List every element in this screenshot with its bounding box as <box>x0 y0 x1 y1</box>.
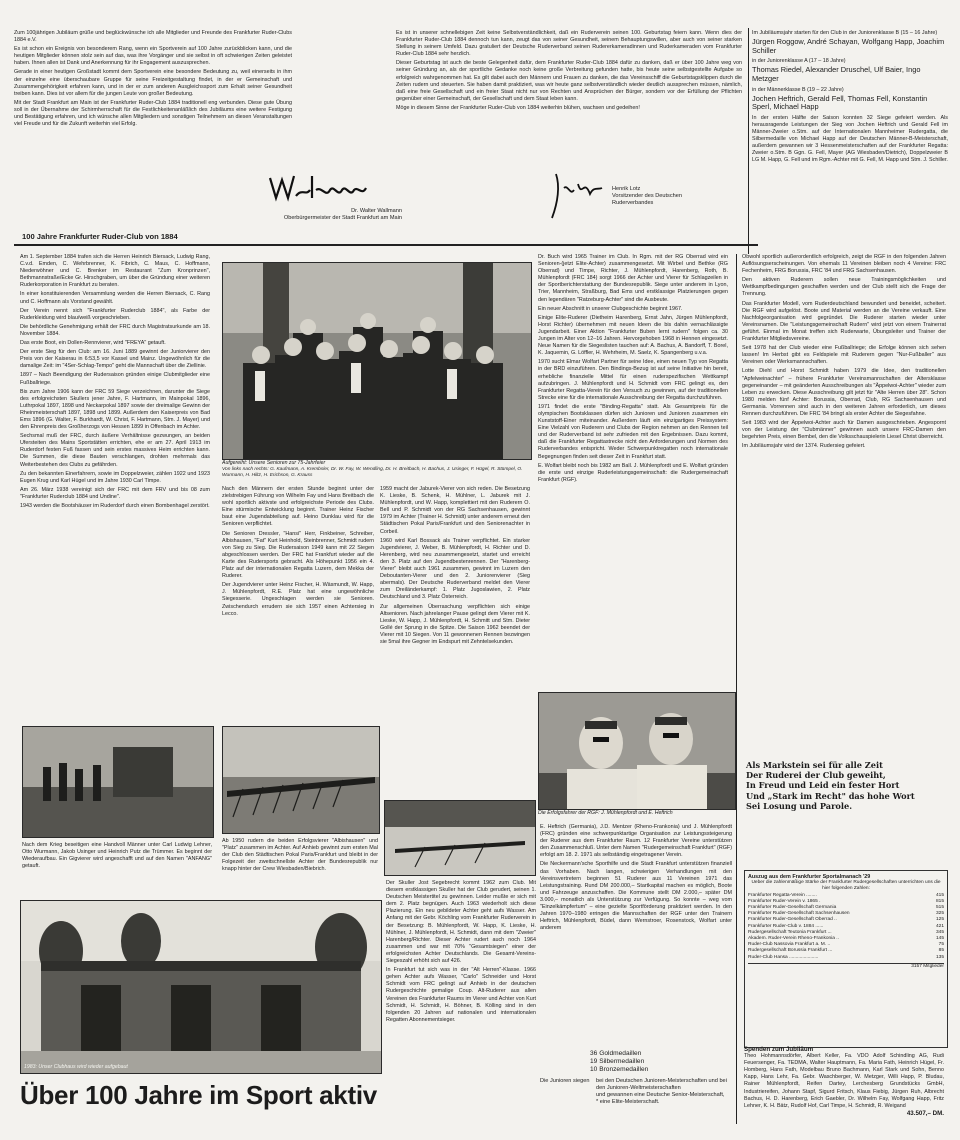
club-name: Frankfurter Regatta-Verein ........ <box>748 892 817 898</box>
rebuild-photo <box>22 726 214 838</box>
medal-row <box>590 1050 730 1058</box>
federation-paragraph: Möge in diesem Sinne der Frankfurter Ruder-Club von 1884 weiterhin blühen, wachsen und gedeihen! <box>396 104 640 111</box>
mayor-paragraph: Gerade in einer heutigen Großstadt kommt dem Sportverein eine besondere Bedeutung zu, weil einerseits in ihm der einzelne eine überschaubare Gruppe für seine Freizeitgestaltung findet, in der er Gemeinschaft und Zusammengehörigkeit erfahren kann, und in der er zum anderen Ausgleichssport zum Erhalt seiner Gesundheit treiben kann. Dies ist vor allem für die jungen Leute von großer Bedeutung. <box>14 69 292 97</box>
history-paragraph: Die Neckermann'sche Sporthilfe und die Stadt Frankfurt unterstützen finanziell das Vorhaben. Nach langen, schwierigen Verhandlungen mit den Vereinsvertretern beginnen 51 Ruderer aus 11 Vereinen 1971 das Leistungstraining. Rund DM 200.000,– Startkapital machen es möglich, Boote und Fahrzeuge anzuschaffen. Die Kommune stellt DM 2.000,– später DM 3.000,– monatlich als Unterstützung zur Verfügung. So konnte – weg vom "Einzelkämpfertum" – eine gezielte Sportförderung praktiziert werden. In den Jahren 1970–1980 erringen die Mannschaften der RGF unter den Trainern Heftrich, Mühlenpfordt, Büdel, dann Wernstroer, Rosenstock, Wolfart unter anderem <box>540 861 732 932</box>
club-name: Rudergesellschaft Borussia Frankfurt ... <box>748 948 833 954</box>
history-right-column <box>538 254 728 686</box>
history-paragraph: 1960 wird Karl Bossack als Trainer verpflichtet. Ein starker Jugendvierer, J. Weber, B. Mühlenpfordt, H. Richter und D. Herenberg, wird neu zusammengesetzt, startet und erreicht den 3. Platz auf den Jugendbestenrennen. Der "Harenberg-Vierer" bleibt auch 1961 zusammen, gewinnt im Luzern den Deboutanten-Vierer und den 2. Juniorenvierer (Sieg abermals). Der Deutsche Ruderverband meldet den Vierer zum Dreiländerkampf: 1. Platz Jugoslawien, 2. Platz Deutschland und 3. Platz Österreich. <box>380 537 530 601</box>
boathouse-photo <box>20 900 382 1074</box>
history-paragraph: Nach den Männern der ersten Stunde beginnt unter der zielstrebigen Führung von Wilhelm Fay und Hans Breitbach die wohl sportlich aktivste und erfolgreichste Periode des Clubs. Eine stürmische Entwicklung beginnt. Trainer Heinz Fischer baut eine Jugendabteilung auf. Heino Dunklau wird für die Senioren verpflichtet. <box>222 486 374 528</box>
section-rule <box>14 244 758 246</box>
history-paragraph: Zu den bekannten Einerfahrern, sowie im Doppelzweier, zählen 1922 und 1923 Eugen Krug und Karl Hügel und im Jahre 1930 Carl Timpe. <box>20 470 210 484</box>
member-count: 815 <box>935 898 944 904</box>
history-far-right-column <box>742 254 946 754</box>
history-bottom-mid <box>386 880 536 1130</box>
jubilee-starters <box>752 30 948 256</box>
medal-label: Bronzemedaillen <box>599 1066 649 1073</box>
wallmann-signature <box>266 168 386 208</box>
donations-list: Theo Hohmannsdörfer, Albert Keller, Fa. VDO Adolf Schindling AG, Rudi Feuersenger, Fa. TEDMA, Walter Hauptmann, Fa. Maria Fath, Heinrich Hügel, Fr. Homberg, Hans Fath, Modelbau Bruno Bachmann, Karl Stark und Sohn, Benno Kapp, Hans Lehr, Fa. Gebr. Waschberger, W. Metzger, Willi Happ, P. Bludau, Rainer Mühlenpfordt, Reifen Dartey, Lerchesberg Grundstücks GmbH, Industriereifen, Johann Stapf, Sigurd Fritsch, Klaus Fiebig, Jürgen Ruh, Albrecht Bachus, H. D. Harenberg, Erich Gaebler, Dr. Wilhelm Fay, Wolfgang Happ, Fritz Lehner, K. H. Bätz, Rudolf Hof, Carl Timpe, H. Schmidt, R. Weigand <box>744 1053 944 1109</box>
medal-count: 10 <box>590 1066 598 1073</box>
club-name: Ruder-Club Hansa ...................... <box>748 954 819 960</box>
member-count: 75 <box>938 942 944 948</box>
history-paragraph: Das erste Boot, ein Dollen-Rennvierer, wird "FREYA" getauft. <box>20 340 166 347</box>
history-paragraph: Einige Elite-Ruderer (Dietheim Harenberg, Ernst Jahn, Jürgen Mühlenpfordt, Horst Richter) übernehmen mit neuen Ideen die bis dahin vernachlässigte Jugendarbeit. Einer Aktion "Frankfurter Buben lernt rudern" folgen ca. 30 Jungen im Alter von 12–16 Jahren. Hervorgehoben 1968 in Hennen eingesetzt. Neue Namen für die Siegeslisten tauchen auf: A. Bachus, A. Bandorff, T. Borel, K. Jaquemin, G. Löffler, H. Wehrheim, M. Saelz, K. Spangenberg u.v.a. <box>538 314 728 357</box>
starters-text: In der ersten Hälfte der Saison konnten 32 Siege gefeiert werden. Als herausragende Leistungen der Sieg von Jochen Heftrich und Gerald Fell im Männer-Zweier o.Stm. auf der Internationalen Mannheimer Rudergatta, die Silbermedaille von Michael Happ auf der Deutschen Männer-B-Meisterschaft, außerdem gewannen wir 3 Hessenmeisterschaften auf der Frankfurter Regatta: Zweier o.Stm. B Ggn. G. Fell, Mayer (AG Wiesbaden/Dietrich), Doppelzweier B LG M. Happ, G. Fell und im Rgm.-Achter mit G. Fell, M. Happ und Stm. J. Schiller. <box>752 114 948 164</box>
history-paragraph: E. Wolfart bleibt noch bis 1982 am Ball. J. Mühlenpfordt und E. Wolfart gründen die erste und einzige Ruderleistungsgemeinschaft: die Rudergemeinschaft Frankfurt (RGF). <box>538 462 728 483</box>
history-paragraph: Der Skuller Jost Segebrecht kommt 1962 zum Club. Mit diesem erstklassigen Skuller hat der Club gerudert, seinen 1. Deutschen Meistertitel zu gewinnen. Leider mußte er sich mit dem 2. Platz begnügen. Auch 1963 wiederholt sich diese Plazierung. Ein neu gebildeter Achter geht aufs Wasser. Am Anfang mit der Gebr. Köchling vom Frankfurter Ruderverein in der Besetzung: B. Mühlenpfordt, W. Happ, K. Lieske, H. Mühlner, J. Mühlenpfordt, H. Schmidt, dann mit dem "Zweier" Harenberg/Richter. Dieser Achter rudert auch noch 1964 zusammen und war mit 70% "Gesamtsiegen" einer der erfolgreichsten Achter Deutschlands. Die Gesamt-Vereins-Siegeszahl erhöht sich auf 426. <box>386 880 536 965</box>
history-paragraph: Die behördliche Genehmigung erhält der FRC durch Magistratsurkunde am 18. November 1884. <box>20 323 210 337</box>
lotz-credit <box>612 186 752 207</box>
club-name: Frankfurter Ruder-Gesellschaft Sachsenhausen <box>748 911 850 917</box>
signer-name: Henrik Lotz <box>612 186 641 192</box>
starters-intro: Im Jubiläumsjahr starten für den Club in der Juniorenklasse B (15 – 16 Jahre) <box>752 30 938 36</box>
starters-names-a: Thomas Riedel, Alexander Druschel, Ulf Baier, Ingo Metzger <box>752 65 921 83</box>
elite-label: * eine Elite-Meisterschaft. <box>596 1099 660 1105</box>
history-paragraph: Ein neuer Abschnitt in unserer Clubgeschichte beginnt 1967. <box>538 305 683 312</box>
member-count: 85 <box>938 948 944 954</box>
member-count: 415 <box>935 892 944 898</box>
signer-role: Vorsitzender des Deutschen Ruderverbandes <box>612 193 682 206</box>
member-count: 421 <box>935 923 944 929</box>
motto-line: Als Markstein sei für alle Zeit <box>746 760 883 770</box>
rgf-photo <box>538 692 736 810</box>
federation-greeting <box>396 30 742 162</box>
history-column-1 <box>20 254 210 774</box>
medal-count: 36 <box>590 1050 598 1057</box>
motto-line: Und „Stark im Recht" das hohe Wort <box>746 790 915 801</box>
motto-line: In Freud und Leid ein fester Hort <box>746 780 900 791</box>
medal-count: 19 <box>590 1058 598 1065</box>
page-headline: Über 100 Jahre im Sport aktiv <box>20 1080 377 1110</box>
history-mid-column-2 <box>380 486 530 796</box>
junioren-text: bei den Deutschen Junioren-Meisterschaften und bei den Junioren-Weltmeisterschaften <box>596 1078 727 1091</box>
history-paragraph: Dr. Buch wird 1965 Trainer im Club. In Rgm. mit der RG Oberrad wird ein Senioren-(jetzt Elite-Achter) zusammengesetzt. Mit Wirbel und Bethke (RG Oberrad) und Timpe, Richter, J. Mühlenpfordt, Harenberg, Roth, B. Mühlenpfordt (FRC 184) sorgt 1966 der Achter und Vierer für Schlagzeilen in der Sportberichterstattung der Bundesrepublik. Siege unter anderem in Lyon, Trier, Mannheim, Straßburg, Bad Ems und erstklassige Platzierungen gegen den legendären "Ratzeburg-Achter" sind die Ausbeute. <box>538 254 728 303</box>
column-rule <box>736 254 737 1124</box>
federation-paragraph: Dieser Geburtstag ist auch die beste Gelegenheit dafür, dem Frankfurter Ruder-Club 1884 dafür zu danken, daß er über 100 Jahre weg von seiner Gründung an, als der sportliche Gedanke noch keine große Verbreitung gefunden hatte, bis heute seine selbstgestellte Aufgabe so erfolgreich wahrgenommen hat. Es gilt dabei auch den Männern und Frauen zu danken, die das Vereinsschiff die Geburtstagsklippen durch die Zeiten rudern und steuerten. Sie haben damit praktiziert, was wir heute ganz selbstverständlich wieder deutlich aussprechen müssen, nämlich, daß eine freie Gesellschaft und ein freier Staat nicht nur von Rechten und Ansprüchen der Bürger, sondern vor der Erfüllung der Pflichten gegenüber einer Gemeinschaft, der Gesellschaft und dem Staat leben kann. <box>396 60 742 102</box>
history-paragraph: Die Senioren Dressler, "Hansi" Herr, Finkbeiner, Schreiber, Albishausen, "Fat" Kurt Heinhold, Steinbrenner, Schmidt rudern von Sieg zu Sieg. Die Rudersaison 1949 kann mit 22 Siegen abgeschlossen werden. Der FRC hat Frankfurt wieder auf die Karte des Rudersports gebracht. Als Höhepunkt 1956 ein 4. Platz auf der internationalen Regatta Luzern, dem Mekka der Ruderer. <box>222 530 374 580</box>
club-name: Akadem. Ruder-Verein Rheno-Frankonia .. <box>748 936 839 942</box>
lotz-signature <box>546 168 606 224</box>
club-name: Frankfurter Ruder-Verein v. 1865 . <box>748 898 821 904</box>
history-paragraph: Am 1. September 1884 trafen sich die Herren Heinrich Biersack, Ludwig Rang, C.v.d. Emden, C. Wehrbrenner, K. Fibrich, C. Maus, C. Hoffmann, Niederwöhner und C. Brenker im Restaurant "Zum Kronprinzen", Bethmannstraße/Ecke Gr. Hirschgraben, um über die Gründung einer weiteren Ruderkorporation in Frankfurt zu beraten. <box>20 254 210 289</box>
signer-role: Oberbürgermeister der Stadt Frankfurt am Main <box>283 215 402 221</box>
history-paragraph: Das Frankfurter Modell, vom Ruderdeutschland bewundert und beneidet, scheitert. Die RGF wird aufgelöst. Boote und Material werden an die Vereine verkauft. Eine Nachfolgeorganisation wird gegründet. Die Ruderer starten wieder unter Vereinsnamen. Die "Leistungsgemeinschaft Rudern" wird jetzt von einem Trainerrat geführt. Einmal im Monat treffen sich Ruderwarte, Übungsleiter und Trainer der Frankfurter Mitgliedsvereine. <box>742 300 946 343</box>
member-count: 135 <box>935 954 944 960</box>
club-name: Frankfurter Ruder-Club v. 1884 ...... <box>748 923 824 929</box>
signer-name: Dr. Walter Wallmann <box>351 208 402 214</box>
club-name: Frankfurter Ruder-Gesellschaft Oberrad .. <box>748 917 837 923</box>
history-paragraph: In einer konstituierenden Versammlung werden die Herren Biersack, C. Rang und C. Hoffmann als Vorstand gewählt. <box>20 291 210 305</box>
member-count: 325 <box>935 911 944 917</box>
medal-label: Goldmedaillen <box>599 1050 642 1057</box>
donations <box>744 1046 944 1136</box>
mayor-greeting <box>14 30 292 162</box>
eight-photo <box>222 726 380 834</box>
medal-row <box>590 1058 730 1066</box>
photo-caption: Aufgereiht: Unsere Senioren zur 75-Jahrfeier <box>222 460 326 466</box>
history-paragraph: Der Verein nennt sich "Frankfurter Ruderclub 1884", als Farbe der Ruderkleidung wird blau/weiß vorgeschrieben. <box>20 307 210 321</box>
almanach-table <box>748 893 944 961</box>
mayor-paragraph: Zum 100jährigen Jubiläum grüße und beglückwünsche ich alle Mitglieder und Freunde des Frankfurter Ruder-Clubs 1884 e.V. <box>14 30 292 44</box>
federation-paragraph: Es ist in unserer schnellebigen Zeit keine Selbstverständlichkeit, daß ein Ruderverein seinen 100. Geburtstag feiern kann. Wenn dies der Frankfurter Ruder-Club 1884 dennoch tun kann, zeugt das von seiner Gesundheit, seinem Behauptungswillen, aber auch von seiner starken Stellung in seinem Umfeld. Dazu gratuliert der Deutsche Ruderverband seinen Rudererkameradinnen und Ruderkameraden vom Frankfurter Ruder-Club 1884 sehr herzlich. <box>396 30 742 58</box>
member-count: 345 <box>935 929 944 935</box>
member-count: 145 <box>935 936 944 942</box>
history-paragraph: Im Jubiläumsjahr wird der 1374. Rudersieg gefeiert. <box>742 443 866 450</box>
junioren-label: Die Junioren siegen <box>540 1078 590 1084</box>
section-title: 100 Jahre Frankfurter Ruder-Club von 1884 <box>22 232 178 241</box>
history-paragraph: Obwohl sportlich außerordentlich erfolgreich, zeigt die RGF in den folgenden Jahren Auflösungserscheinungen. Von ehemals 11 Vereinen bleiben noch 4 Vereine: FRC Fechenheim, FRG Borussia, FRC '84 und FRG Sachsenhausen. <box>742 254 946 275</box>
history-paragraph: Der Jugendvierer unter Heinz Fischer, H. Wäsmundt, W. Happ, J. Mühlenpfordt, R.E. Platz hat eine ungewöhnliche Siegesserie. Ungeschlagen werden sie Senioren. Zwischendurch errudern sie sich 1957 einen Achtersieg in Lecco. <box>222 582 374 617</box>
motto-line: Der Ruderei der Club geweiht, <box>746 770 886 781</box>
mayor-paragraph: Es ist schon ein Ereignis von besonderem Rang, wenn ein Sportverein auf 100 Jahre zurückblicken kann, und die heutigen Mitglieder können stolz sein auf das, was ihre Vorgänger und sie selbst in oft schwierigen Zeiten geleistet haben. Ihnen allen ist Dank und Anerkennung für ihr Engagement auszusprechen. <box>14 46 292 67</box>
almanach-box <box>744 870 948 1048</box>
motto-line: Sei Losung und Parole. <box>746 800 853 811</box>
table-row <box>748 955 944 961</box>
starters-names-m: Jochen Heftrich, Gerald Fell, Thomas Fell, Konstantin Sperl, Michael Happ <box>752 93 928 112</box>
seniors-photo-caption <box>222 460 530 482</box>
almanach-total: 3157 Mitglieder <box>748 963 944 970</box>
history-bottom-right <box>540 824 732 1050</box>
history-paragraph: Am 26. März 1938 vereinigt sich der FRC mit dem FRV und bis 08 zum "Frankfurter Ruderclub 1884 und Undine". <box>20 486 210 500</box>
club-name: Ruder-Club Nassovia Frankfurt a. M. .. <box>748 942 831 948</box>
medal-list <box>590 1050 730 1074</box>
starters-intro-a: in der Juniorenklasse A (17 – 18 Jahre) <box>752 58 846 65</box>
history-paragraph: Sechsmal muß der FRC, durch äußere Verhältnisse gezwungen, an beiden Ufersteiten des Mains Sportstätten errichten, ehe er am 27. April 1913 im Ruderdorf festen Fuß fassen und sein erstes massives Heim errichten kann. Die Summen, die diese Bauten verschlangen, drohten mehrmals das Weiterbestehen des Clubs zu gefährden. <box>20 433 210 468</box>
history-paragraph: Seit 1983 wird der Äppelwoi-Achter auch für Damen ausgeschrieben. Angespornt von der Leistung der "Clubmänner" gewinnen auch unsere FRC-Damen den begehrten Preis, einen Bembel, den die Volksschauspielerin Liesel Christ überreicht. <box>742 420 946 441</box>
medal-row <box>590 1066 730 1074</box>
donations-total: 43.507,– DM. <box>906 1109 944 1117</box>
history-paragraph: E. Heftrich (Germania), J.D. Mentzer (Rheno-Frankonia) und J. Mühlenpfordt (FRC) gründen eine schwerpunktartige Organisation zur Leistungssteigerung der Ruderer aus dem Frankfurter Raum. 12 Frankfurter Vereine unterstützen den Zusammenschluß. Unter dem Namen "Rudergemeinschaft Frankfurt" (RGF) erfolgt am 18. 2. 1971 als selbständig eingetragener Verein. <box>540 824 732 859</box>
history-paragraph: Bis zum Jahre 1906 kann der FRC 59 Siege verzeichnen, darunter die Siege des erfolgreichsten Skullers jener Jahre, F. Hartmann, im Mainpokal 1896, Luthrpokal 1897, 1898 und Neckarpokal 1897 sowie der dreimalige Gewinn der Rheinmeisterschaft 1897, 1898 und 1899. Außerdem den Kaiserpreis von Bad Ems 1896 (G. Walter, F. Burkhardt, W. Christ, F. Hartmann, Stm. J. Mayer) und den Ehrenpreis des Großherzogs von Hessen 1899 in Offenbach im Achter. <box>20 388 210 431</box>
column-rule <box>748 28 749 254</box>
mayor-paragraph: Mit der Stadt Frankfurt am Main ist der Frankfurter Ruder-Club 1884 traditionell eng verbunden. Diese gute Übung soll in der Übernahme der Schirmherrschaft für die Festlichkeitenanläßlich des Jubiläums eine weitere Festigung und Bestätigung erfahren, und ich wünsche allen Mitgliedern und sonstigen Teilnehmern an diesen Veranstaltungen viel Freude und für die Zukunft weiterhin viel Erfolg. <box>14 99 292 128</box>
history-paragraph: Lotte Diehl und Horst Schmidt haben 1979 die Idee, den traditionellen "Apfelweinachter" – frühere Frankfurter Vereinsmannschaften der Altersklasse gegeneinander – mit geänderten Ausschreibungen als "Äppelwoi-Achter" wieder zum Leben zu erwecken. Diese Ausschreibung gilt jetzt für "Alte Herren über 28". Schon 1980 melden fünf Achter: Borussia, Oberrad, Club, RG Sachsenhausen und Germania. Vorrennen sind auch in den weiteren Jahren erforderlich, um dieses Rennen durchzuführen. Die FRC '84 bringt als erster Achter die Siegesfahne. <box>742 368 946 417</box>
wallmann-credit <box>262 208 402 222</box>
history-paragraph: Zur allgemeinen Überraschung verpflichten sich einige Altsenioren. Nach jahrelanger Pause gelingt dem Vierer mit K. Lieske, W. Happ, J. Mühlenpfordt, H. Schmitt und Stm. Dieter Gollé der Sprung in die Spitze. Die Saison 1962 beendet der Vierer mit 10 Siegen. Von 11 gewonnenen Rennen bezwingen sie 5mal ihre Gegner im Endspurt mit Zehntelsekunden. <box>380 603 530 645</box>
rgf-photo-caption: Die Erfolgsfahrer der RGF: J. Mühlenpfordt und E. Heftrich <box>538 810 673 816</box>
member-count: 515 <box>935 905 944 911</box>
club-name: Frankfurter Ruder-Gesellschaft Germania <box>748 905 837 911</box>
history-paragraph: 1970 sucht Elmar Wolfart Partner für seine Idee, einen neuen Typ von Regatta in der BRD einzuführen. Den Bindings-Bezug ist auf seine Initiative hin bereit, erhebliche finanzielle Mittel für einen ruderspezifischen Wettkampf aufzubringen. J. Mühlenpfordt und H. Schmidt vom FRC gelingt es, den Frankfurter Regatta-Verein für den Versuch zu gewinnen, auf der traditionellen Strecke eine für die internationale Ausschreibung der Regatta durchzuführen. <box>538 359 728 401</box>
history-paragraph: 1897 – Nach Beendigung der Rudersaison gründen einige Clubmitglieder eine Fußballriege. <box>20 372 210 386</box>
junioren-row <box>540 1078 734 1092</box>
photo-subcaption: Von links nach rechts: G. Kaufmann, A. Krembsler, Dr. W. Fay, W. Wendling, Dr. H. Breitbach, H. Bachus, J. Usinger, F. Hügel, R. Stümpel, O. Wurmann, H. Hiltz, H. Erichson, G. Krauss <box>222 466 523 478</box>
junioren-block <box>540 1078 734 1106</box>
club-motto <box>746 760 950 811</box>
history-paragraph: Seit 1978 hat der Club wieder eine Fußballriege; die Erfolge können sich sehen lassen! Im Herbst gibt es Feldspiele mit Ruderern gegen "Nur-Fußballer" aus Vereinen oder Werksmannschaften. <box>742 345 946 366</box>
history-paragraph: Der erste Sieg für den Club: am 16. Juni 1889 gewinnt der Juniorvierer den Preis von der Kaiserau in 6:53,5 vor Kassel und Mainz. Ungewöhnlich für die damalige Zeit: im "4Ser-Schlag-Tempo" geht die Mannschaft über die Ziellinie. <box>20 349 210 370</box>
starters-names-b: Jürgen Roggow, André Schayan, Wolfgang Happ, Joachim Schiller <box>752 37 945 55</box>
eight-caption: Ab 1950 rudern die beiden Erfolgsvierer "Albishausen" und "Platz" zusammen im Achter. Auf Anhieb gewinnt zum ersten Mal der Club den Städtischen Pokal Paris/Frankfurt und bleibt in der Folgezeit der zweitschnellste Achter der Bundesrepublik nur knapp hinter der Crew Wiesbaden/Biebrich. <box>222 838 378 873</box>
medal-label: Silbermedaillen <box>599 1058 645 1065</box>
history-paragraph: Den aktiven Ruderern sollen neue Trainingsmöglichkeiten und Wettkampfbedingungen geschaffen werden und der Club stellt sich die Frage der Trennung. <box>742 277 946 298</box>
veterans-four-photo <box>384 800 536 876</box>
rebuild-caption: Nach dem Krieg beseitigen eine Handvoll Männer unter Carl Ludwig Lehner, Otto Wurmann, Jakob Usinger und Heinrich Putz die Trümmer. Es beginnt der Wiederaufbau. Ein Gigvierer wird angeschafft und auf den Namen "ANFANG" getauft. <box>22 842 212 870</box>
almanach-subtitle: Ueber die zahlenmäßige Stärke der Frankfurter Rudergesellschaften unterrichten uns die hier folgenden Zahlen: <box>751 880 941 892</box>
history-paragraph: 1959 macht der Jaburek-Vierer von sich reden. Die Besetzung K. Lieske, B. Schenk, H. Mühlner, L. Jaburek mit J. Mühlenpfordt, und W. Happ, komplettiert mit den Ruderern O. Bell und P. Schmidt von der RG Sachsenhausen, gewinnt 1979 im Achter (Trainer H. Schmidt) unter anderem erneut den Städtischen Pokal Paris/Frankfurt und den Seniorenachter in Corbeil. <box>380 486 530 535</box>
history-paragraph: In Frankfurt tut sich was in der "Alt Herren"-Klasse. 1966 gehen Achter aufs Wasser, "Carlo" Schneider und Horst Schmidt vom FRC gelingt auf Anhieb in der deutschen Rudergeschichte gemalige Coup. Alt-Ruderer aus allen Vereinen des Frankfurter Raums im Vierer und Achter von Kurt Schmidt, H. Schmidt, H. Böhner, B. Kölling sind in den folgenden 20 Jahren auf nationalen und internationalen Regatten Abonnementsieger. <box>386 967 536 1023</box>
seniors-photo <box>222 262 532 460</box>
starters-intro-m: in der Männerklasse B (19 – 22 Jahre) <box>752 86 844 93</box>
history-paragraph: 1943 werden die Bootshäuser im Ruderdorf durch einen Bombenhagel zerstört. <box>20 503 210 509</box>
boathouse-caption: 1983: Unser Clubhaus wird wieder aufgebaut <box>24 1064 128 1070</box>
donations-title: Spenden zum Jubiläum <box>744 1046 814 1053</box>
member-count: 125 <box>935 917 944 923</box>
club-name: Rudergesellschaft Teutonia Frankfurt ... <box>748 929 832 935</box>
almanach-title: Auszug aus dem Frankfurter Sportalmanach '29 <box>748 874 871 880</box>
history-mid-column <box>222 486 374 726</box>
history-paragraph: 1971 findet die erste "Binding-Regatta" statt. Als Gesamtpreis für die olympischen Bootsklassen dürfen sich Junioren und Junioren zusammen ein Kunststoff-Einer miteinander. Außerdem läuft ein einzigartiges Preissystem: Eine Vielzahl von Ruderern und Clubs der Region nehmen an den Rennen teil und der Ruderverband ist sehr zufrieden mit den Ergebnissen. Dazu kommt, daß die Frankfurter Regattastrecke nicht den Anforderungen und Normen des Ruderverbandes entspricht. Weder Schwerpunktregatten noch internationale Begegnungen finden seit dieser Zeit in Frankfurt statt. <box>538 403 728 460</box>
gewannen-label: und gewannen eine Deutsche Senior-Meisterschaft, <box>596 1092 725 1098</box>
